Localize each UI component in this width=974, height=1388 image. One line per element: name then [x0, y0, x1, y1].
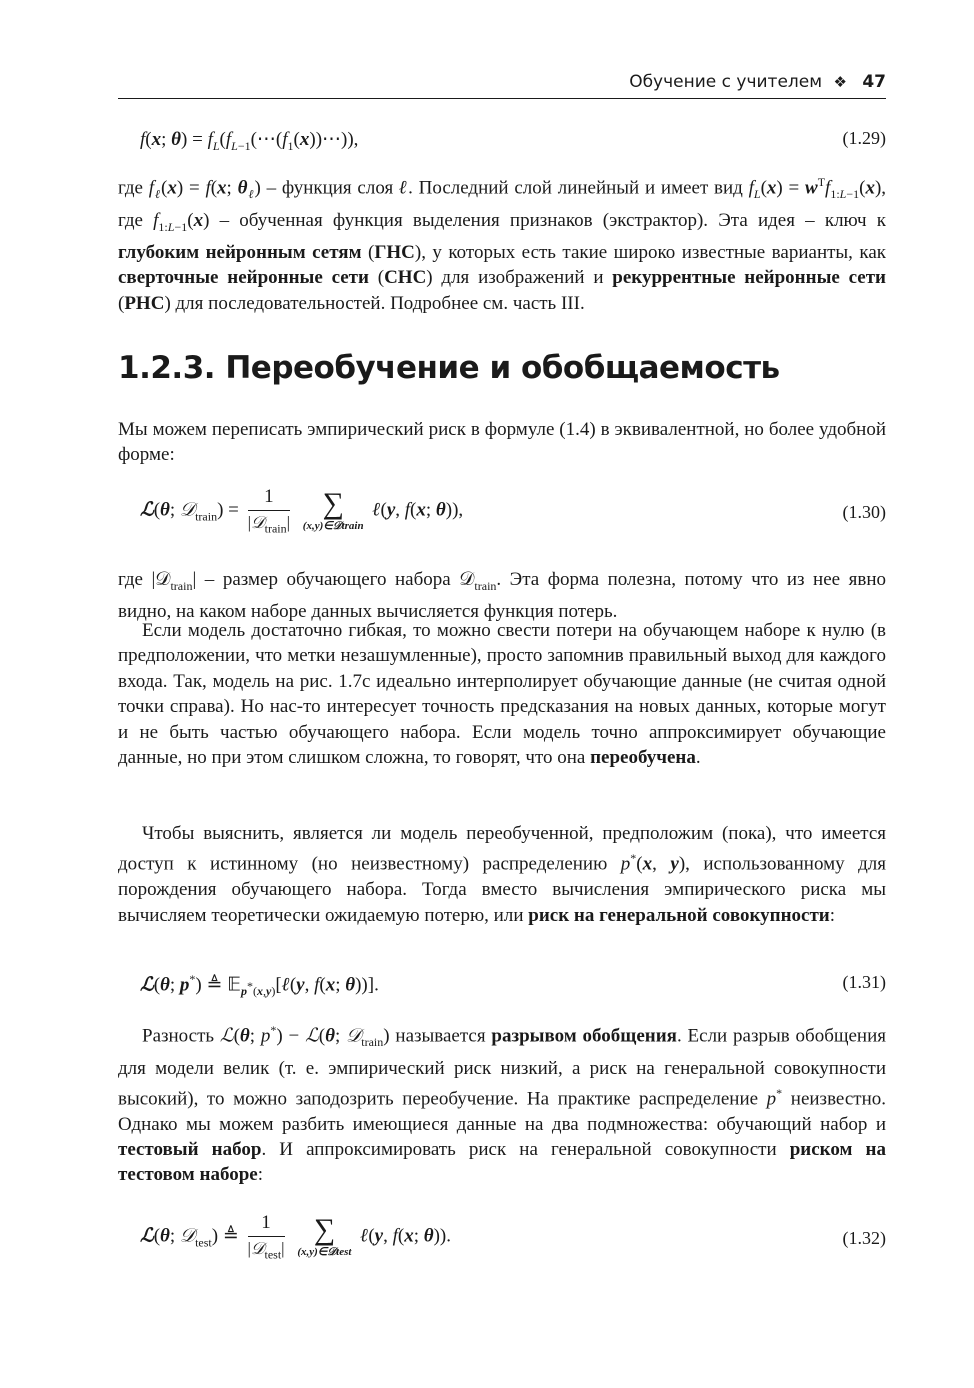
paragraph-empirical-risk: Мы можем переписать эмпирический риск в формуле (1.4) в эквивалентной, но более удобной форме:	[118, 419, 886, 466]
paragraph-population-risk: Чтобы выяснить, является ли модель переобученной, предположим (пока), что имеется доступ к истинному (но неизвестному) распределению p*(x, y), использованному для порождения обучающего набора. Тогда вместо вычисления эмпирического риска мы вычисляем теоретически ожидаемую потерю, или риск на генеральной совокупности:	[118, 823, 886, 926]
equation-number: (1.31)	[842, 972, 886, 992]
section-heading	[118, 350, 780, 386]
sum-operator: ∑ (x,y)∈𝒟test	[297, 1213, 352, 1259]
chapter-title: Обучение с учителем	[629, 72, 823, 92]
equation-1-29	[140, 128, 886, 154]
equation-1-31-formula: ℒ(θ; p*) ≜ 𝔼$_{p^*(x,y)}$[ℓ(y, f(x; θ))].	[140, 972, 379, 999]
paragraph-generalization-gap: Разность ℒ(θ; p*) − ℒ(θ; 𝒟$_{train}$) называется разрывом обобщения. Если разрыв обобщения для модели велик (т. е. эмпирический риск низкий, а риск на генеральной совокупности высокий), то можно заподозрить переобучение. На практике распределение p* неизвестно. Однако мы можем разбить имеющиеся данные на два подмножества: обучающий набор и тестовый набор. И аппроксимировать риск на генеральной совокупности риском на тестовом наборе:	[118, 1023, 887, 1186]
fraction: $\frac{1}{|𝒟_{train}|}$	[247, 486, 291, 536]
paragraph-train-size: где |𝒟$_{train}$| – размер обучающего набора 𝒟$_{train}$. Эта форма полезна, потому что из нее явно видно, на каком наборе данных вычисляется функция потерь.	[118, 569, 886, 623]
equation-1-29-formula: f(x; $\theta) = f_L(f_{L-1}(\cdots(f_1(x))\cdots))$,	[140, 129, 359, 153]
equation-1-32-formula: ℒ(θ; 𝒟$_{test}$) ≜ $\frac{1}{|𝒟_{test}|}$ ∑ (x,y)∈𝒟test ℓ(y, f(x; θ)).	[140, 1212, 451, 1262]
equation-1-30	[140, 486, 886, 550]
equation-number: (1.29)	[842, 128, 886, 148]
equation-number: (1.30)	[842, 502, 886, 522]
equation-number: (1.32)	[842, 1228, 886, 1248]
page-number: 47	[862, 72, 886, 92]
running-header	[118, 70, 886, 99]
equation-1-31	[140, 972, 886, 1000]
equation-1-30-formula: ℒ(θ; 𝒟$_{train}$) = $\frac{1}{|𝒟_{train}|}$ ∑ (x,y)∈𝒟train ℓ(y, f(x; θ)),	[140, 486, 464, 536]
sum-operator: ∑ (x,y)∈𝒟train	[302, 487, 364, 533]
header-title-group	[629, 72, 886, 92]
section-title: Переобучение и обобщаемость	[225, 350, 780, 386]
paragraph-layers: где $f_\ell(x) = f(x$; $\theta_\ell$) – функция слоя ℓ. Последний слой линейный и имеет вид $f_L(x) = w^Tf_{1:L-1}(x)$, где $f_{1:L-1}(x)$ – обученная функция выделения признаков (экстрактор). Эта идея – ключ к глубоким нейронным сетям (ГНС), у которых есть такие широко известные варианты, как сверточные нейронные сети (СНС) для изображений и рекуррентные нейронные сети (РНС) для последовательностей. Подробнее см. часть III.	[118, 175, 887, 314]
fraction: $\frac{1}{|𝒟_{test}|}$	[247, 1212, 285, 1262]
paragraph-overfitting: Если модель достаточно гибкая, то можно свести потери на обучающем наборе к нулю (в предположении, что метки незашумленные), просто запомнив правильный выход для каждого входа. Так, модель на рис. 1.7c идеально интерполирует обучающие данные (не считая одной точки справа). Но нас-то интересует точность предсказания на новых данных, которые могут и не быть частью обучающего набора. Если модель точно аппроксимирует обучающие данные, но при этом слишком сложна, то говорят, что она переобучена.	[118, 620, 886, 769]
equation-1-32	[140, 1212, 886, 1276]
header-separator-icon: ❖	[833, 73, 847, 91]
section-number: 1.2.3.	[118, 350, 216, 386]
